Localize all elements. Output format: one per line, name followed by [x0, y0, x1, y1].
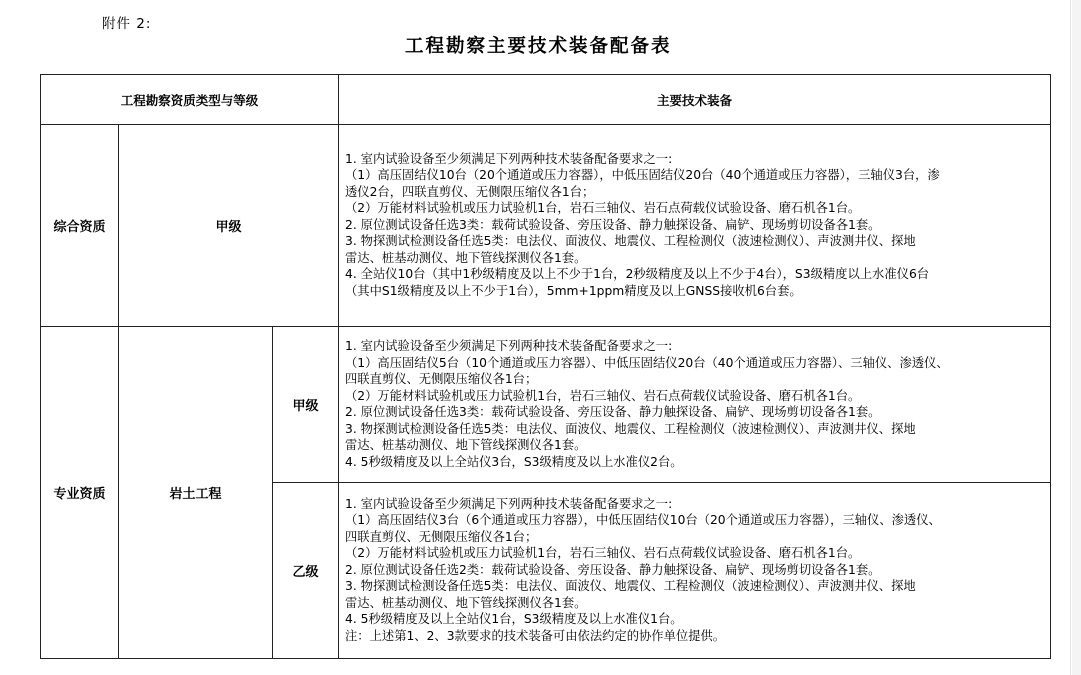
equipment-line: 3. 物探测试检测设备任选5类：电法仪、面波仪、地震仪、工程检测仪（波速检测仪）、声波测井仪、探地 — [345, 234, 916, 249]
attachment-label: 附件 2: — [102, 16, 152, 32]
table-header-row — [41, 75, 1051, 125]
equipment-line: 四联直剪仪、无侧限压缩仪各1台； — [345, 529, 538, 544]
cell-equipment-grade-b — [339, 483, 1051, 659]
equipment-line: 1. 室内试验设备至少须满足下列两种技术装备配备要求之一: — [345, 339, 673, 353]
equipment-note: 注：上述第1、2、3款要求的技术装备可由依法约定的协作单位提供。 — [345, 628, 726, 643]
equipment-line: 4. 5秒级精度及以上全站仪1台，S3级精度及以上水准仪1台。 — [345, 612, 683, 627]
equipment-line: 3. 物探测试检测设备任选5类：电法仪、面波仪、地震仪、工程检测仪（波速检测仪）、声波测井仪、探地 — [345, 579, 916, 594]
equipment-line: 2. 原位测试设备任选3类：载荷试验设备、旁压设备、静力触探设备、扁铲、现场剪切设备各1套。 — [345, 405, 881, 419]
equipment-line: 四联直剪仪、无侧限压缩仪各1台； — [345, 372, 538, 386]
cell-equipment-comprehensive — [339, 125, 1051, 327]
cell-type-comprehensive: 综合资质 — [41, 125, 119, 327]
equipment-line: （其中S1级精度及以上不少于1台），5mm+1ppm精度及以上GNSS接收机6台套。 — [345, 283, 802, 298]
equipment-line: 1. 室内试验设备至少须满足下列两种技术装备配备要求之一: — [345, 496, 673, 511]
equipment-line: 3. 物探测试检测设备任选5类：电法仪、面波仪、地震仪、工程检测仪（波速检测仪）、声波测井仪、探地 — [345, 421, 916, 436]
page-edge-shade — [1072, 0, 1081, 675]
equipment-line: 透仪2台，四联直剪仪、无侧限压缩仪各1台； — [345, 184, 595, 199]
equipment-line: （2）万能材料试验机或压力试验机1台，岩石三轴仪、岩石点荷载仪试验设备、磨石机各1台。 — [345, 546, 861, 561]
equipment-line: 2. 原位测试设备任选3类：载荷试验设备、旁压设备、静力触探设备、扁铲、现场剪切设备各1套。 — [345, 217, 881, 232]
equipment-line: （1）高压固结仪10台（20个通道或压力容器），中低压固结仪20台（40个通道或压力容器），三轴仪3台，渗 — [345, 168, 940, 183]
equipment-line: 1. 室内试验设备至少须满足下列两种技术装备配备要求之一: — [345, 151, 673, 166]
equipment-line: 雷达、桩基动测仪、地下管线探测仪各1套。 — [345, 438, 587, 452]
equipment-line: 雷达、桩基动测仪、地下管线探测仪各1套。 — [345, 250, 587, 265]
table-row-comprehensive — [41, 125, 1051, 327]
equipment-line: （2）万能材料试验机或压力试验机1台，岩石三轴仪、岩石点荷载仪试验设备、磨石机各1台。 — [345, 388, 861, 403]
equipment-line: 4. 5秒级精度及以上全站仪3台，S3级精度及以上水准仪2台。 — [345, 454, 683, 469]
header-main-equipment: 主要技术装备 — [339, 75, 1051, 125]
cell-type-professional: 专业资质 — [41, 327, 119, 659]
cell-grade-a: 甲级 — [273, 327, 339, 483]
header-qualification-type: 工程勘察资质类型与等级 — [41, 75, 339, 125]
equipment-line: 4. 全站仪10台（其中1秒级精度及以上不少于1台，2秒级精度及以上不少于4台），S3级精度以上水准仪6台 — [345, 267, 930, 282]
cell-category-geotechnical: 岩土工程 — [119, 327, 273, 659]
cell-grade-comprehensive: 甲级 — [119, 125, 339, 327]
equipment-line: （2）万能材料试验机或压力试验机1台，岩石三轴仪、岩石点荷载仪试验设备、磨石机各1台。 — [345, 201, 861, 216]
cell-grade-b: 乙级 — [273, 483, 339, 659]
equipment-table — [40, 74, 1051, 659]
equipment-line: 雷达、桩基动测仪、地下管线探测仪各1套。 — [345, 595, 587, 610]
page-edge-line — [1070, 0, 1071, 675]
document-title: 工程勘察主要技术装备配备表 — [405, 36, 672, 57]
equipment-line: （1）高压固结仪5台（10个通道或压力容器）、中低压固结仪20台（40个通道或压力容器）、三轴仪、渗透仪、 — [345, 355, 949, 370]
table-row-professional-grade-a — [41, 327, 1051, 483]
cell-equipment-grade-a — [339, 327, 1051, 483]
equipment-line: 2. 原位测试设备任选2类：载荷试验设备、旁压设备、静力触探设备、扁铲、现场剪切设备各1套。 — [345, 562, 881, 577]
equipment-line: （1）高压固结仪3台（6个通道或压力容器），中低压固结仪10台（20个通道或压力容器），三轴仪、渗透仪、 — [345, 513, 941, 528]
